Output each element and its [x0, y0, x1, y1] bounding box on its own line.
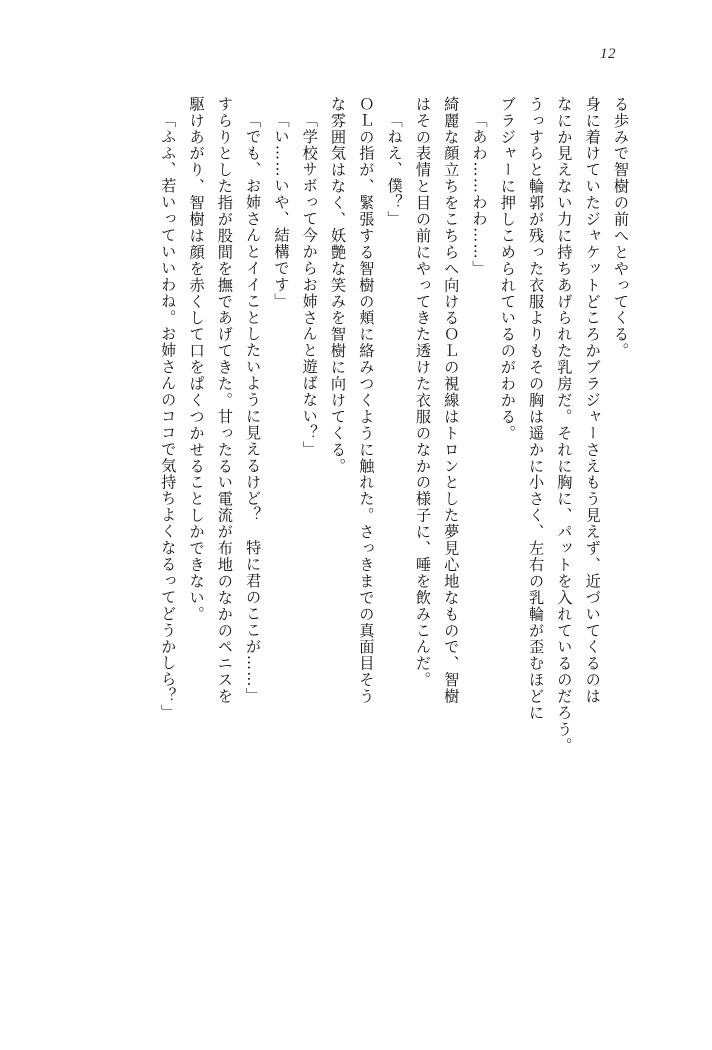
text-column: る歩みで智樹の前へとやってくる。	[612, 96, 630, 360]
text-column: 駆けあがり、智樹は顔を赤くして口をぱくつかせることしかできない。	[187, 96, 206, 623]
text-column: 綺麗な顔立ちをこちらへ向けるＯＬの視線はトロンとした夢見心地なもので、智樹	[442, 96, 461, 705]
text-column: 「ふふ、若いっていいわね。お姉さんのココで気持ちよくなるってどうかしら？」	[159, 112, 178, 721]
text-column: はその表情と目の前にやってきた透けた衣服のなかの様子に、唾を飲みこんだ。	[413, 96, 432, 689]
text-column: な雰囲気はなく、妖艶な笑みを智樹に向けてくる。	[329, 96, 348, 475]
vertical-text-body	[60, 96, 628, 970]
text-column: ブラジャーに押しこめられているのがわかる。	[498, 96, 517, 442]
text-column: 「ねえ、僕？」	[385, 112, 404, 228]
text-column: 「学校サボって今からお姉さんと遊ばない？」	[300, 112, 319, 458]
text-column: 「あわ……わわ……」	[470, 112, 489, 277]
text-column: うっすらと輪郭が残った衣服よりもその胸は遥かに小さく、左右の乳輪が歪むほどに	[527, 96, 546, 722]
text-column: すらりとした指が股間を撫であげてきた。甘ったるい電流が布地のなかのペニスを	[215, 96, 234, 705]
text-column: 身に着けていたジャケットどころかブラジャーさえもう見えず、近づいてくるのは	[583, 96, 602, 705]
text-column: 「い……いや、結構です」	[272, 112, 291, 310]
page-number: 12	[600, 46, 616, 62]
text-column: なにか見えない力に持ちあげられた乳房だ。それに胸に、パットを入れているのだろう。	[555, 96, 574, 754]
text-column: ＯＬの指が、緊張する智樹の頬に絡みつくように触れた。さっきまでの真面目そう	[357, 96, 376, 705]
text-column: 「でも、お姉さんとイイことしたいように見えるけど？ 特に君のここが……」	[244, 112, 263, 705]
